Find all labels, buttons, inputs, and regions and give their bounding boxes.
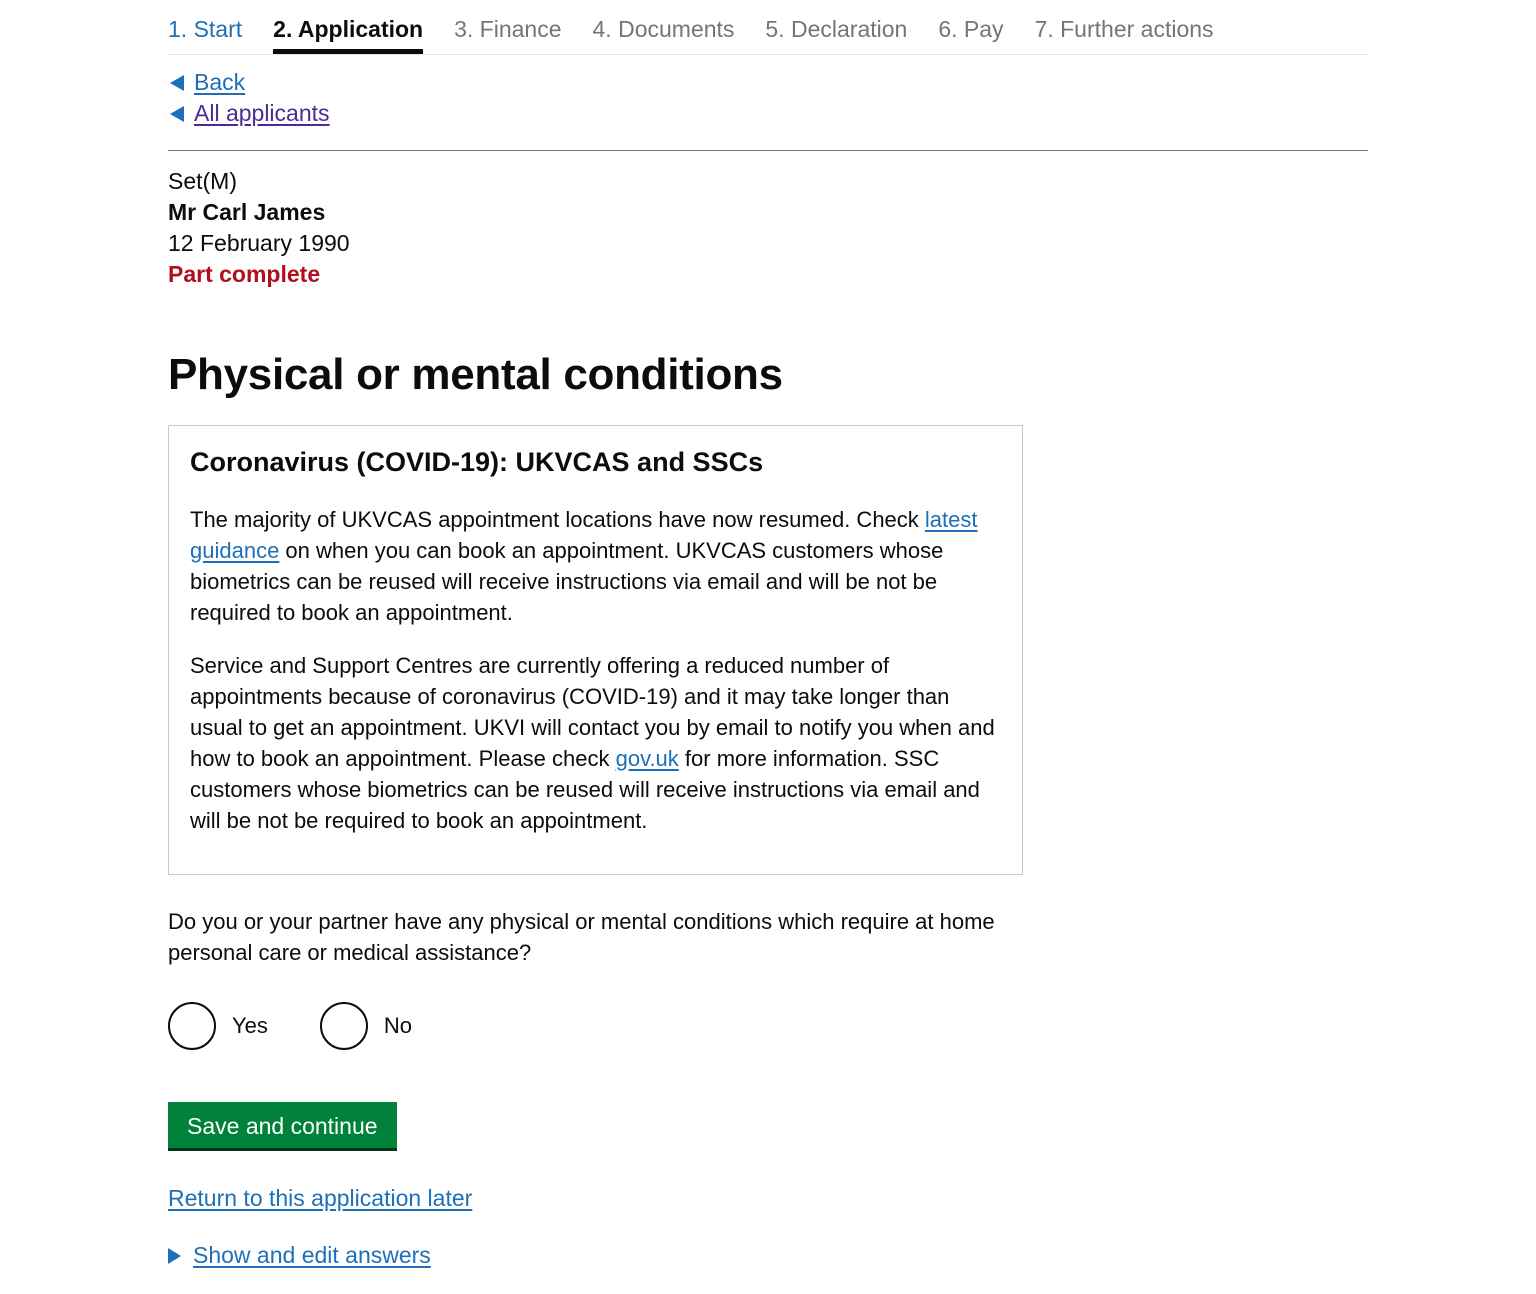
applicant-set: Set(M) <box>168 168 237 194</box>
triangle-left-icon <box>170 75 184 91</box>
conditions-radios <box>168 1002 1368 1050</box>
back-link-row <box>168 67 1368 98</box>
page-wrapper <box>168 0 1368 1269</box>
latest-guidance-link[interactable]: latest guidance <box>190 507 978 563</box>
notice-p2-text: Service and Support Centres are currently offering a reduced number of appointments because of coronavirus (COVID-19) and it may take longer than usual to get an appointment. UKVI will contact you by email to notify you when and how to book an appointment. Please check <box>190 653 995 771</box>
triangle-right-icon <box>168 1248 181 1264</box>
return-later-row <box>168 1185 1368 1212</box>
step-documents: 4. Documents <box>592 16 735 42</box>
save-and-continue-button[interactable]: Save and continue <box>168 1102 397 1148</box>
radio-yes-circle[interactable] <box>168 1002 216 1050</box>
divider <box>168 150 1368 151</box>
step-pay: 6. Pay <box>938 16 1004 42</box>
back-link[interactable]: Back <box>194 69 246 95</box>
show-answers-toggle[interactable] <box>168 1242 1368 1269</box>
step-nav <box>168 0 1368 55</box>
step-further-actions: 7. Further actions <box>1034 16 1214 42</box>
covid-notice <box>168 425 1023 875</box>
back-links <box>168 55 1368 129</box>
notice-paragraph-1 <box>190 504 1001 628</box>
applicant-summary <box>168 166 1368 290</box>
radio-no-circle[interactable] <box>320 1002 368 1050</box>
step-finance: 3. Finance <box>454 16 562 42</box>
notice-p2-text-end: for more information. SSC customers whose biometrics can be reused will receive instructions via email and will be not be required to book an appointment. <box>190 746 980 833</box>
conditions-question: Do you or your partner have any physical or mental conditions which require at home personal care or medical assistance? <box>168 909 995 965</box>
return-later-link[interactable]: Return to this application later <box>168 1185 473 1211</box>
show-answers-link[interactable]: Show and edit answers <box>193 1242 431 1268</box>
applicant-dob: 12 February 1990 <box>168 230 350 256</box>
notice-heading: Coronavirus (COVID-19): UKVCAS and SSCs <box>190 447 764 477</box>
gov-uk-link[interactable]: gov.uk <box>615 746 679 771</box>
step-application: 2. Application <box>273 0 423 54</box>
all-applicants-row <box>168 98 1368 129</box>
triangle-left-icon <box>170 106 184 122</box>
notice-paragraph-2 <box>190 650 1001 836</box>
radio-no[interactable] <box>320 1002 412 1050</box>
applicant-name: Mr Carl James <box>168 199 326 225</box>
step-declaration: 5. Declaration <box>765 16 908 42</box>
radio-no-label[interactable]: No <box>383 1013 413 1038</box>
notice-p1-text-end: on when you can book an appointment. UKVCAS customers whose biometrics can be reused will receive instructions via email and will be not be required to book an appointment. <box>190 538 944 625</box>
page-title: Physical or mental conditions <box>168 350 783 399</box>
status-badge: Part complete <box>168 261 321 287</box>
radio-yes[interactable] <box>168 1002 268 1050</box>
notice-p1-text: The majority of UKVCAS appointment locations have now resumed. Check <box>190 507 925 532</box>
step-start[interactable]: 1. Start <box>168 16 243 42</box>
radio-yes-label[interactable]: Yes <box>232 1013 268 1038</box>
all-applicants-link[interactable]: All applicants <box>194 100 330 126</box>
